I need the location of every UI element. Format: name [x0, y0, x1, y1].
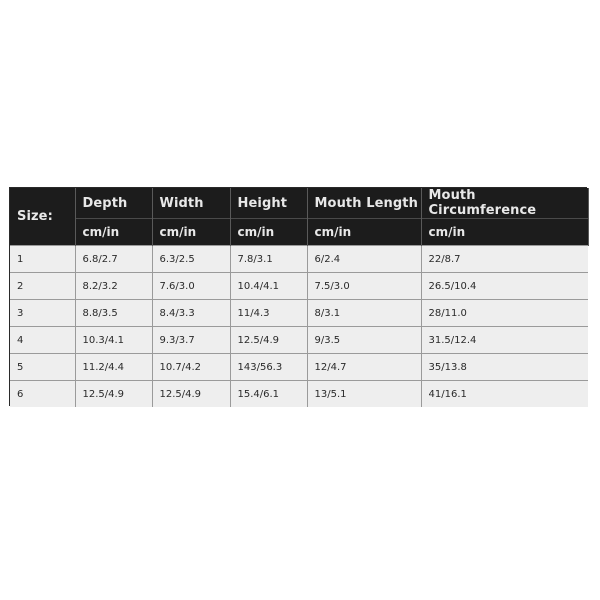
size-chart	[9, 187, 587, 406]
size-cell: 1	[10, 246, 75, 273]
table-cell: 12.5/4.9	[75, 381, 152, 408]
table-cell: 10.7/4.2	[152, 354, 230, 381]
table-cell: 6.8/2.7	[75, 246, 152, 273]
table-cell: 26.5/10.4	[421, 273, 588, 300]
table-cell: 6.3/2.5	[152, 246, 230, 273]
table-cell: 8.8/3.5	[75, 300, 152, 327]
table-cell: 12.5/4.9	[152, 381, 230, 408]
table-row	[10, 246, 588, 273]
table-cell: 11/4.3	[230, 300, 307, 327]
table-cell: 12.5/4.9	[230, 327, 307, 354]
table-cell: 35/13.8	[421, 354, 588, 381]
header-row	[10, 188, 588, 219]
unit-row	[10, 219, 588, 246]
column-header-depth: Depth	[75, 188, 152, 219]
table-cell: 10.4/4.1	[230, 273, 307, 300]
size-header: Size:	[10, 188, 75, 246]
unit-label: cm/in	[230, 219, 307, 246]
table-cell: 22/8.7	[421, 246, 588, 273]
size-table	[10, 188, 589, 407]
size-cell: 3	[10, 300, 75, 327]
size-cell: 5	[10, 354, 75, 381]
table-cell: 12/4.7	[307, 354, 421, 381]
table-cell: 143/56.3	[230, 354, 307, 381]
column-header-mouth-circumference: Mouth Circumference	[421, 188, 588, 219]
column-header-height: Height	[230, 188, 307, 219]
table-row	[10, 273, 588, 300]
table-cell: 31.5/12.4	[421, 327, 588, 354]
table-row	[10, 354, 588, 381]
size-cell: 4	[10, 327, 75, 354]
table-cell: 9.3/3.7	[152, 327, 230, 354]
table-cell: 10.3/4.1	[75, 327, 152, 354]
size-cell: 6	[10, 381, 75, 408]
size-cell: 2	[10, 273, 75, 300]
table-cell: 8.2/3.2	[75, 273, 152, 300]
table-cell: 8/3.1	[307, 300, 421, 327]
table-cell: 7.6/3.0	[152, 273, 230, 300]
table-cell: 13/5.1	[307, 381, 421, 408]
table-cell: 15.4/6.1	[230, 381, 307, 408]
table-row	[10, 300, 588, 327]
table-cell: 7.8/3.1	[230, 246, 307, 273]
table-cell: 11.2/4.4	[75, 354, 152, 381]
table-cell: 8.4/3.3	[152, 300, 230, 327]
unit-label: cm/in	[421, 219, 588, 246]
table-cell: 41/16.1	[421, 381, 588, 408]
unit-label: cm/in	[152, 219, 230, 246]
unit-label: cm/in	[307, 219, 421, 246]
table-cell: 7.5/3.0	[307, 273, 421, 300]
table-row	[10, 327, 588, 354]
table-cell: 28/11.0	[421, 300, 588, 327]
table-cell: 9/3.5	[307, 327, 421, 354]
column-header-width: Width	[152, 188, 230, 219]
column-header-mouth-length: Mouth Length	[307, 188, 421, 219]
table-cell: 6/2.4	[307, 246, 421, 273]
table-row	[10, 381, 588, 408]
unit-label: cm/in	[75, 219, 152, 246]
